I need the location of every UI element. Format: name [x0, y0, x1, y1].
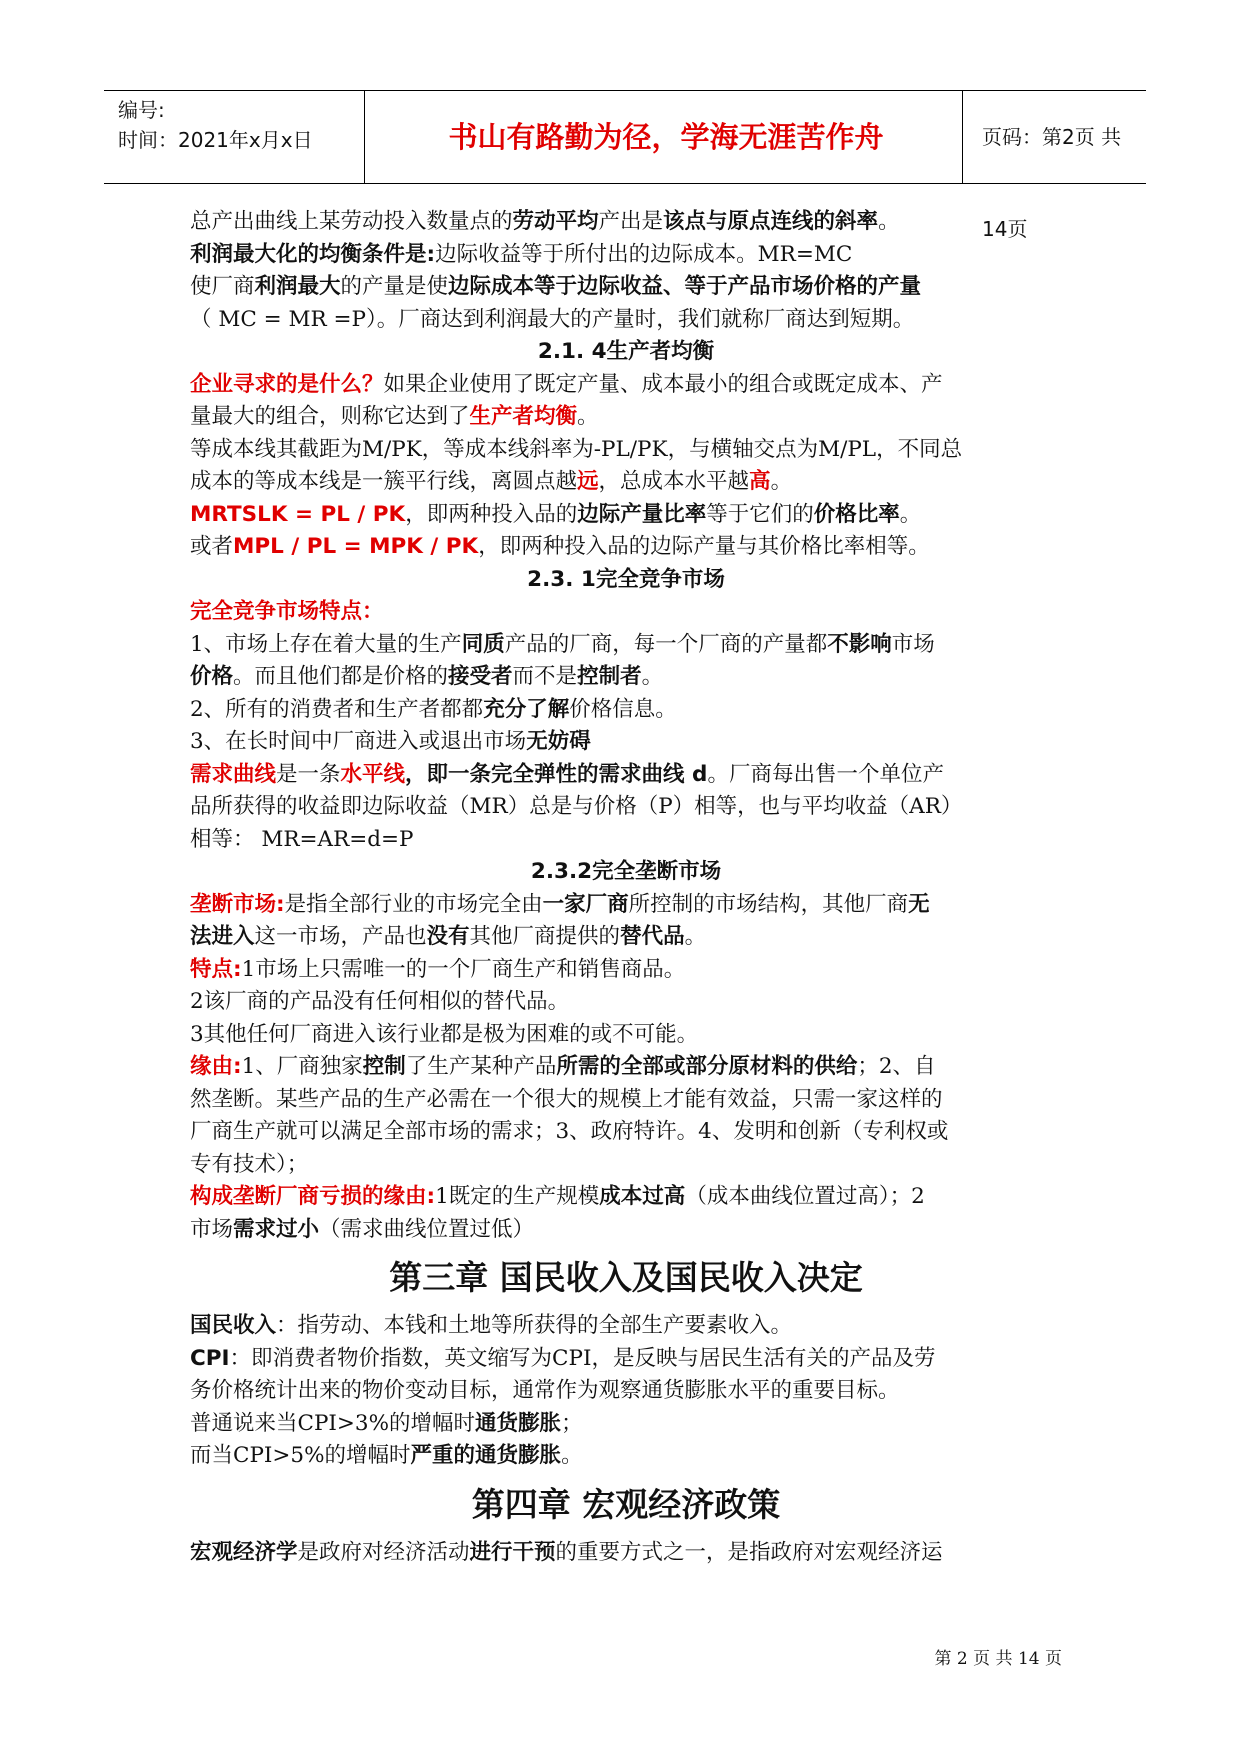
emphasis-text: 劳动平均	[512, 209, 599, 234]
chapter-3-body	[190, 1310, 1062, 1473]
paragraph-line	[190, 499, 1062, 532]
paragraph-line	[190, 661, 1062, 694]
emphasis-text: CPI	[190, 1345, 230, 1371]
body-text: 。而且他们都是价格的	[233, 664, 449, 689]
emphasis-text: 远	[577, 469, 599, 494]
paragraph-line	[190, 856, 1062, 889]
emphasis-text: 垄断市场:	[190, 891, 285, 917]
body-text: 量最大的组合，则称它达到了	[190, 404, 470, 429]
document-number-label: 编号:	[118, 98, 165, 122]
emphasis-text: 宏观经济学	[190, 1539, 298, 1565]
body-text: 3、在长时间中厂商进入或退出市场	[190, 729, 527, 754]
emphasis-text: 没有	[426, 924, 470, 949]
emphasis-text: 不影响	[827, 631, 892, 657]
emphasis-text: 水平线	[340, 761, 406, 787]
emphasis-text: 充分了解	[483, 696, 570, 722]
emphasis-text: 高	[749, 469, 771, 494]
emphasis-text: MPL / PL = MPK / PK	[233, 534, 479, 559]
body-text: ，即两种投入品的边际产量与其价格比率相等。	[478, 534, 930, 559]
chapter-4-title: 第四章 宏观经济政策	[471, 1484, 781, 1524]
body-text: 2、所有的消费者和生产者都都	[190, 696, 484, 722]
body-text: 如果企业使用了既定产量、成本最小的组合或既定成本、产	[383, 371, 943, 397]
body-text: 相等： MR=AR=d=P	[190, 826, 414, 852]
emphasis-text: 价格	[190, 664, 234, 689]
header-divider	[962, 91, 963, 183]
emphasis-text: 需求过小	[233, 1216, 320, 1242]
body-text: ，即两种投入品的	[405, 501, 578, 527]
body-text: 其他厂商提供的	[469, 924, 621, 949]
emphasis-text: 利润最大	[254, 274, 341, 299]
emphasis-text: 国民收入	[190, 1313, 277, 1338]
emphasis-text: 2.3. 1完全竞争市场	[527, 566, 725, 592]
emphasis-text: 2.3.2完全垄断市场	[530, 859, 722, 884]
header-divider	[364, 91, 365, 183]
emphasis-text: 需求曲线	[190, 761, 277, 787]
body-text: 是政府对经济活动	[297, 1539, 470, 1565]
body-text: 边际收益等于所付出的边际成本。MR=MC	[435, 241, 853, 267]
emphasis-text: 生产者均衡	[469, 404, 578, 429]
body-text: 了生产某种产品	[405, 1054, 557, 1079]
header-left-cell	[118, 95, 364, 155]
body-text: 总产出曲线上某劳动投入数量点的	[190, 209, 513, 234]
page-footer: 第 2 页 共 14 页	[934, 1649, 1062, 1669]
emphasis-text: 通货膨胀	[475, 1410, 562, 1436]
emphasis-text: 法进入	[190, 924, 255, 949]
header-page-number: 页码：第2页 共14页	[982, 125, 1122, 241]
chapter-3-title: 第三章 国民收入及国民收入决定	[389, 1258, 863, 1297]
body-text: 2该厂商的产品没有任何相似的替代品。	[190, 989, 570, 1014]
paragraph-line	[190, 1343, 1062, 1376]
emphasis-text: 进行干预	[469, 1539, 556, 1565]
emphasis-text: 该点与原点连线的斜率	[663, 209, 879, 234]
body-text: 使厂商	[190, 274, 255, 299]
paragraph-line	[190, 759, 1062, 792]
page-body	[190, 206, 1062, 1569]
body-text: 普通说来当CPI>3%的增幅时	[190, 1410, 476, 1436]
body-text: ：即消费者物价指数，英文缩写为CPI，是反映与居民生活有关的产品及劳	[229, 1345, 936, 1371]
body-text: 产出是	[598, 209, 664, 234]
paragraph-line	[190, 369, 1062, 402]
body-text: 1既定的生产规模	[435, 1184, 600, 1209]
body-text: 。	[899, 501, 922, 527]
chapter-4-body	[190, 1537, 1062, 1570]
emphasis-text: 缘由:	[190, 1054, 242, 1079]
body-text: （需求曲线位置过低）	[319, 1216, 535, 1242]
paragraph-line	[190, 1149, 1062, 1182]
paragraph-line	[190, 1116, 1062, 1149]
paragraph-line	[190, 1084, 1062, 1117]
paragraph-line	[190, 986, 1062, 1019]
body-text: 1、市场上存在着大量的生产	[190, 631, 462, 657]
paragraph-line	[190, 726, 1062, 759]
paragraph-line	[190, 824, 1062, 857]
body-text: 。	[878, 209, 900, 234]
body-text: ，总成本水平越	[598, 469, 750, 494]
body-text: ：指劳动、本钱和土地等所获得的全部生产要素收入。	[276, 1313, 793, 1338]
paragraph-line	[190, 1440, 1062, 1473]
body-text: 务价格统计出来的物价变动目标，通常作为观察通货膨胀水平的重要目标。	[190, 1378, 900, 1403]
paragraph-line	[190, 304, 1062, 337]
body-text: 所控制的市场结构，其他厂商	[628, 891, 909, 917]
body-text: 专有技术）；	[190, 1151, 309, 1177]
body-text: 。	[641, 664, 664, 689]
body-text: 等于它们的	[706, 501, 814, 527]
paragraph-line	[190, 596, 1062, 629]
emphasis-text: 利润最大化的均衡条件是:	[190, 241, 436, 267]
body-text: 然垄断。某些产品的生产必需在一个很大的规模上才能有效益，只需一家这样的	[190, 1086, 943, 1112]
paragraph-line	[190, 1310, 1062, 1343]
paragraph-line	[190, 466, 1062, 499]
emphasis-text: 企业寻求的是什么？	[190, 371, 384, 397]
emphasis-text: 控制者	[577, 664, 642, 689]
emphasis-text: 完全竞争市场特点：	[190, 599, 384, 624]
body-text: 或者	[190, 534, 234, 559]
emphasis-text: ，即一条完全弹性的需求曲线 d	[405, 761, 708, 787]
body-text: 市场	[891, 631, 935, 657]
paragraph-line	[190, 336, 1062, 369]
body-text: 价格信息。	[569, 696, 677, 722]
body-text: 。	[577, 404, 599, 429]
body-text: （ MC = MR =P）。厂商达到利润最大的产量时，我们就称厂商达到短期。	[190, 306, 915, 332]
paragraph-line	[190, 239, 1062, 272]
paragraph-line	[190, 1019, 1062, 1052]
body-text: 是一条	[276, 761, 341, 787]
body-text: 市场	[190, 1216, 234, 1242]
body-text: 品所获得的收益即边际收益（MR）总是与价格（P）相等，也与平均收益（AR）	[190, 794, 963, 819]
paragraph-line	[190, 1408, 1062, 1441]
emphasis-text: 同质	[461, 631, 505, 657]
paragraph-line	[190, 889, 1062, 922]
emphasis-text: 构成垄断厂商亏损的缘由:	[190, 1184, 436, 1209]
emphasis-text: 成本过高	[599, 1184, 686, 1209]
emphasis-text: 严重的通货膨胀	[410, 1443, 562, 1468]
paragraph-line	[190, 791, 1062, 824]
emphasis-text: 控制	[362, 1054, 406, 1079]
header-motto: 书山有路勤为径，学海无涯苦作舟	[448, 120, 884, 154]
emphasis-text: 无	[908, 891, 930, 917]
body-text: （成本曲线位置过高）；2	[685, 1184, 925, 1209]
paragraph-line	[190, 1537, 1062, 1570]
paragraph-line	[190, 1375, 1062, 1408]
body-text: 这一市场，产品也	[254, 924, 427, 949]
paragraph-line	[190, 921, 1062, 954]
emphasis-text: 特点:	[190, 956, 242, 982]
section-microeconomics	[190, 206, 1062, 1246]
emphasis-text: 接受者	[448, 664, 513, 689]
body-text: 。	[561, 1443, 583, 1468]
emphasis-text: 替代品	[620, 924, 685, 949]
body-text: 成本的等成本线是一簇平行线，离圆点越	[190, 469, 578, 494]
body-text: 的重要方式之一，是指政府对宏观经济运	[555, 1539, 943, 1565]
paragraph-line	[190, 694, 1062, 727]
emphasis-text: 2.1. 4生产者均衡	[537, 339, 715, 364]
body-text: 。厂商每出售一个单位产	[707, 761, 944, 787]
paragraph-line	[190, 629, 1062, 662]
document-time-label: 时间：2021年x月x日	[118, 128, 313, 152]
emphasis-text: 边际成本等于边际收益、等于产品市场价格的产量	[448, 274, 922, 299]
paragraph-line	[190, 954, 1062, 987]
paragraph-line	[190, 206, 1062, 239]
body-text: 的产量是使	[340, 274, 449, 299]
body-text: 。	[770, 469, 793, 494]
body-text: ；	[561, 1410, 583, 1436]
paragraph-line	[190, 271, 1062, 304]
paragraph-line	[190, 1181, 1062, 1214]
paragraph-line	[190, 564, 1062, 597]
emphasis-text: MRTSLK = PL / PK	[190, 501, 406, 527]
paragraph-line	[190, 1214, 1062, 1247]
paragraph-line	[190, 531, 1062, 564]
body-text: ；2、自	[857, 1054, 936, 1079]
body-text: 3其他任何厂商进入该行业都是极为困难的或不可能。	[190, 1021, 699, 1047]
body-text: 是指全部行业的市场完全由	[284, 891, 543, 917]
emphasis-text: 边际产量比率	[577, 501, 707, 527]
body-text: 。	[684, 924, 707, 949]
body-text: 等成本线其截距为M/PK，等成本线斜率为-PL/PK，与横轴交点为M/PL，不同总	[190, 436, 963, 462]
paragraph-line	[190, 1051, 1062, 1084]
body-text: 1、厂商独家	[241, 1054, 363, 1079]
body-text: 厂商生产就可以满足全部市场的需求；3、政府特许。4、发明和创新（专利权或	[190, 1119, 949, 1144]
body-text: 产品的厂商，每一个厂商的产量都	[504, 631, 828, 657]
emphasis-text: 无妨碍	[526, 729, 591, 754]
paragraph-line	[190, 434, 1062, 467]
paragraph-line	[190, 401, 1062, 434]
body-text: 1市场上只需唯一的一个厂商生产和销售商品。	[241, 956, 686, 982]
emphasis-text: 一家厂商	[542, 891, 629, 917]
body-text: 而不是	[512, 664, 578, 689]
emphasis-text: 价格比率	[813, 501, 900, 527]
body-text: 而当CPI>5%的增幅时	[190, 1443, 411, 1468]
emphasis-text: 所需的全部或部分原材料的供给	[556, 1054, 858, 1079]
